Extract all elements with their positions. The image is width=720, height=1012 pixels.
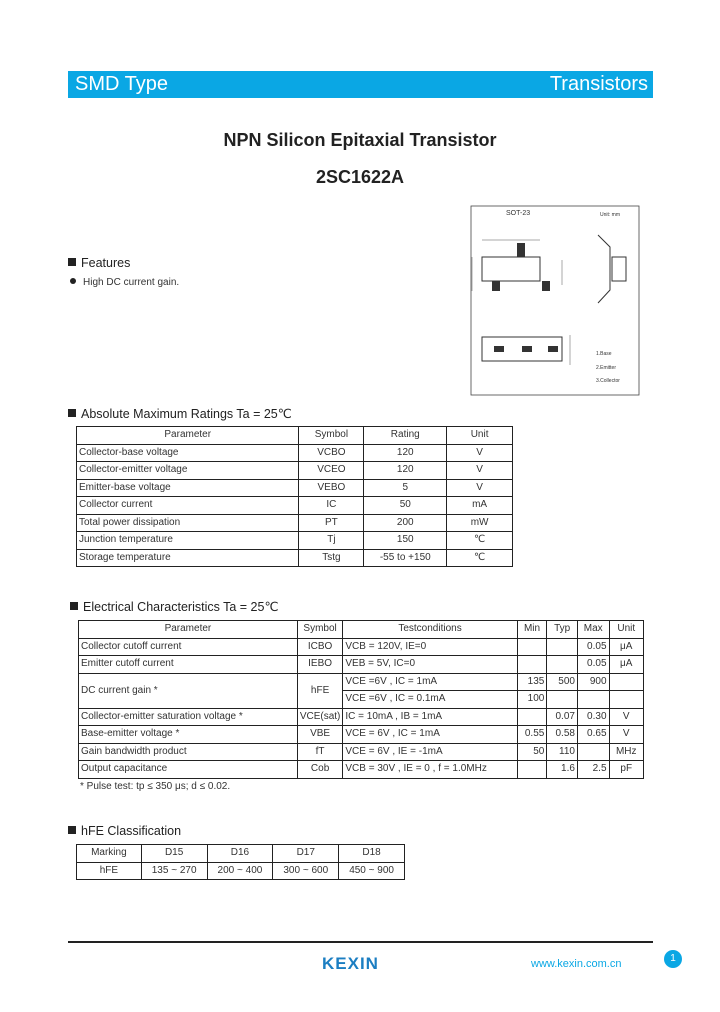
table-row bbox=[79, 726, 644, 744]
table-row bbox=[79, 743, 644, 761]
table-cell bbox=[517, 656, 547, 674]
square-bullet-icon bbox=[68, 826, 76, 834]
table-cell: μA bbox=[609, 638, 643, 656]
table-cell: Cob bbox=[297, 761, 343, 779]
table-cell bbox=[577, 743, 609, 761]
table-cell bbox=[517, 708, 547, 726]
table-cell: VCB = 30V , IE = 0 , f = 1.0MHz bbox=[343, 761, 517, 779]
table-cell: 50 bbox=[364, 497, 447, 515]
table-cell: Tstg bbox=[299, 549, 364, 567]
table-cell: ℃ bbox=[447, 549, 513, 567]
header-banner bbox=[68, 71, 653, 98]
table-cell: PT bbox=[299, 514, 364, 532]
table-cell: VBE bbox=[297, 726, 343, 744]
table-cell: Collector-emitter saturation voltage * bbox=[79, 708, 298, 726]
table-row bbox=[77, 462, 513, 480]
table-cell: D16 bbox=[207, 845, 273, 863]
table-cell: 1.6 bbox=[547, 761, 578, 779]
features-heading: Features bbox=[68, 256, 130, 270]
column-header: Max bbox=[577, 621, 609, 639]
hfe-heading: hFE Classification bbox=[68, 824, 181, 838]
table-cell: 0.55 bbox=[517, 726, 547, 744]
elec-table bbox=[78, 620, 644, 779]
table-cell: Emitter cutoff current bbox=[79, 656, 298, 674]
table-cell: Total power dissipation bbox=[77, 514, 299, 532]
column-header: Symbol bbox=[297, 621, 343, 639]
table-cell: VCE(sat) bbox=[297, 708, 343, 726]
table-cell: Marking bbox=[77, 845, 142, 863]
table-cell: Output capacitance bbox=[79, 761, 298, 779]
table-cell: 5 bbox=[364, 479, 447, 497]
table-cell: pF bbox=[609, 761, 643, 779]
table-cell: 100 bbox=[517, 691, 547, 709]
package-unit: Unit: mm bbox=[600, 212, 620, 218]
table-cell bbox=[517, 761, 547, 779]
pin-1: 1.Base bbox=[596, 351, 612, 357]
table-cell: VEB = 5V, IC=0 bbox=[343, 656, 517, 674]
table-row bbox=[77, 549, 513, 567]
column-header: Unit bbox=[609, 621, 643, 639]
table-header-row bbox=[77, 845, 405, 863]
table-cell: D17 bbox=[273, 845, 339, 863]
table-cell: VCE =6V , IC = 1mA bbox=[343, 673, 517, 691]
table-cell bbox=[547, 638, 578, 656]
table-row bbox=[77, 862, 405, 880]
table-cell: 500 bbox=[547, 673, 578, 691]
table-cell: IEBO bbox=[297, 656, 343, 674]
table-cell: Tj bbox=[299, 532, 364, 550]
table-cell: D18 bbox=[339, 845, 405, 863]
table-cell: -55 to +150 bbox=[364, 549, 447, 567]
table-cell: 0.05 bbox=[577, 638, 609, 656]
table-cell: VCEO bbox=[299, 462, 364, 480]
table-row bbox=[77, 532, 513, 550]
table-cell: 0.30 bbox=[577, 708, 609, 726]
table-cell: Collector cutoff current bbox=[79, 638, 298, 656]
column-header: Testconditions bbox=[343, 621, 517, 639]
column-header: Rating bbox=[364, 427, 447, 445]
table-row bbox=[79, 761, 644, 779]
table-cell: hFE bbox=[297, 673, 343, 708]
table-cell: VCE = 6V , IC = 1mA bbox=[343, 726, 517, 744]
kexin-logo: KEXIN bbox=[322, 954, 379, 973]
table-cell: 50 bbox=[517, 743, 547, 761]
table-cell: 150 bbox=[364, 532, 447, 550]
table-cell: 200 ~ 400 bbox=[207, 862, 273, 880]
table-cell: VEBO bbox=[299, 479, 364, 497]
table-row bbox=[77, 514, 513, 532]
table-cell bbox=[609, 673, 643, 691]
column-header: Parameter bbox=[77, 427, 299, 445]
abs-max-table bbox=[76, 426, 513, 567]
table-cell: Emitter-base voltage bbox=[77, 479, 299, 497]
pin-2: 2.Emitter bbox=[596, 365, 617, 371]
table-cell: IC = 10mA , IB = 1mA bbox=[343, 708, 517, 726]
column-header: Min bbox=[517, 621, 547, 639]
part-number: 2SC1622A bbox=[315, 167, 405, 187]
table-cell: hFE bbox=[77, 862, 142, 880]
table-cell: 120 bbox=[364, 462, 447, 480]
table-cell: 450 ~ 900 bbox=[339, 862, 405, 880]
header-left: SMD Type bbox=[75, 73, 168, 95]
square-bullet-icon bbox=[70, 602, 78, 610]
table-row bbox=[79, 673, 644, 691]
table-cell: VCB = 120V, IE=0 bbox=[343, 638, 517, 656]
table-row bbox=[79, 656, 644, 674]
table-cell: V bbox=[447, 444, 513, 462]
table-cell: 0.65 bbox=[577, 726, 609, 744]
table-cell: 300 ~ 600 bbox=[273, 862, 339, 880]
hfe-table bbox=[76, 844, 405, 880]
table-cell: fT bbox=[297, 743, 343, 761]
table-cell: Collector-emitter voltage bbox=[77, 462, 299, 480]
table-cell: 135 bbox=[517, 673, 547, 691]
table-row bbox=[77, 479, 513, 497]
table-cell: VCE = 6V , IE = -1mA bbox=[343, 743, 517, 761]
column-header: Typ bbox=[547, 621, 578, 639]
table-cell: Base-emitter voltage * bbox=[79, 726, 298, 744]
table-cell bbox=[609, 691, 643, 709]
table-cell bbox=[547, 656, 578, 674]
table-cell: 200 bbox=[364, 514, 447, 532]
table-header-row bbox=[79, 621, 644, 639]
table-cell bbox=[577, 691, 609, 709]
table-cell: 0.05 bbox=[577, 656, 609, 674]
table-cell: V bbox=[609, 708, 643, 726]
table-cell: Gain bandwidth product bbox=[79, 743, 298, 761]
table-cell: V bbox=[609, 726, 643, 744]
pin-3: 3.Collector bbox=[596, 378, 620, 384]
table-cell: mA bbox=[447, 497, 513, 515]
header-right: Transistors bbox=[549, 73, 648, 95]
table-cell: V bbox=[447, 462, 513, 480]
table-cell: VCE =6V , IC = 0.1mA bbox=[343, 691, 517, 709]
website-link[interactable]: www.kexin.com.cn bbox=[531, 958, 622, 970]
square-bullet-icon bbox=[68, 258, 76, 266]
table-cell: 110 bbox=[547, 743, 578, 761]
table-cell: DC current gain * bbox=[79, 673, 298, 708]
table-cell: Storage temperature bbox=[77, 549, 299, 567]
column-header: Symbol bbox=[299, 427, 364, 445]
table-cell: V bbox=[447, 479, 513, 497]
table-cell: D15 bbox=[141, 845, 207, 863]
column-header: Parameter bbox=[79, 621, 298, 639]
elec-heading: Electrical Characteristics Ta = 25℃ bbox=[70, 599, 278, 614]
table-cell: VCBO bbox=[299, 444, 364, 462]
table-row bbox=[77, 444, 513, 462]
feature-item: High DC current gain. bbox=[70, 277, 179, 288]
table-cell: Collector current bbox=[77, 497, 299, 515]
table-cell: 2.5 bbox=[577, 761, 609, 779]
table-cell: 120 bbox=[364, 444, 447, 462]
table-cell: 135 ~ 270 bbox=[141, 862, 207, 880]
pulse-test-note: * Pulse test: tp ≤ 350 μs; d ≤ 0.02. bbox=[80, 781, 231, 792]
abs-max-heading: Absolute Maximum Ratings Ta = 25℃ bbox=[68, 406, 292, 421]
square-bullet-icon bbox=[68, 409, 76, 417]
table-cell: 0.07 bbox=[547, 708, 578, 726]
table-cell bbox=[517, 638, 547, 656]
table-header-row bbox=[77, 427, 513, 445]
table-cell: 0.58 bbox=[547, 726, 578, 744]
table-cell: Junction temperature bbox=[77, 532, 299, 550]
doc-title: NPN Silicon Epitaxial Transistor bbox=[223, 130, 497, 150]
footer-rule bbox=[68, 941, 653, 943]
table-row bbox=[79, 638, 644, 656]
round-bullet-icon bbox=[70, 278, 76, 284]
package-name: SOT-23 bbox=[506, 210, 531, 217]
table-cell: mW bbox=[447, 514, 513, 532]
table-cell: ICBO bbox=[297, 638, 343, 656]
table-cell bbox=[547, 691, 578, 709]
table-row bbox=[79, 708, 644, 726]
table-cell: Collector-base voltage bbox=[77, 444, 299, 462]
table-row bbox=[77, 497, 513, 515]
page-number: 1 bbox=[664, 950, 682, 968]
table-cell: 900 bbox=[577, 673, 609, 691]
table-cell: ℃ bbox=[447, 532, 513, 550]
table-cell: μA bbox=[609, 656, 643, 674]
package-drawing bbox=[470, 205, 640, 397]
table-cell: IC bbox=[299, 497, 364, 515]
column-header: Unit bbox=[447, 427, 513, 445]
table-cell: MHz bbox=[609, 743, 643, 761]
